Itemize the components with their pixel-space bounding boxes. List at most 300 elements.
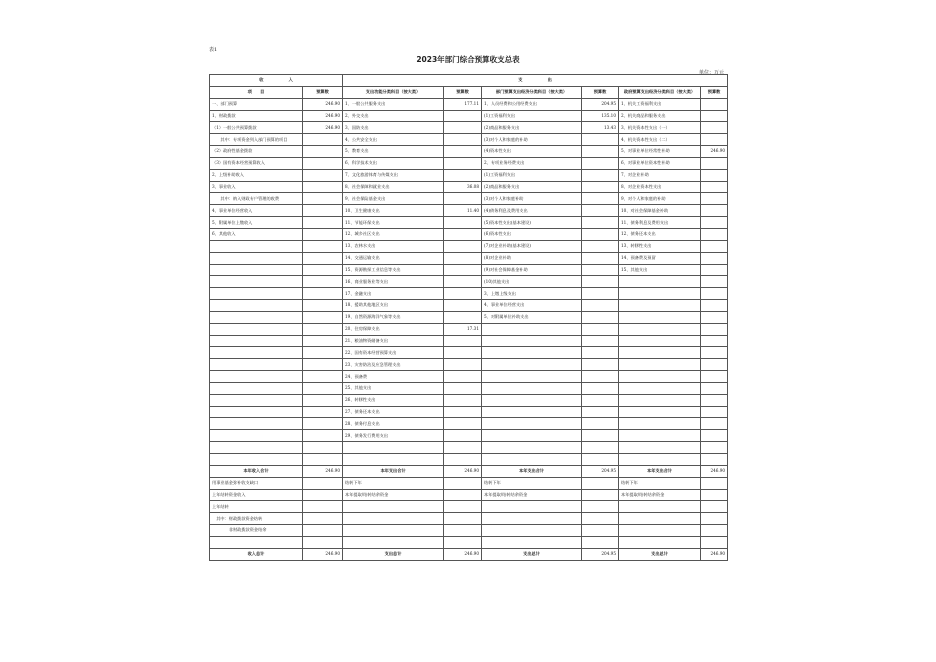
label-cell <box>619 501 701 513</box>
label-cell: 15、其他支出 <box>619 264 701 276</box>
label-cell: (3)对个人和家庭的补助 <box>482 134 582 146</box>
table-row <box>210 264 728 276</box>
amount-cell <box>701 513 728 525</box>
label-cell: 14、预备费及预留 <box>619 252 701 264</box>
amount-cell <box>444 371 482 383</box>
label-cell <box>482 359 582 371</box>
label-cell: 8、对企业资本性支出 <box>619 181 701 193</box>
amount-cell <box>701 134 728 146</box>
label-cell: (2)商品和服务支出 <box>482 122 582 134</box>
amount-cell <box>303 181 343 193</box>
label-cell: 1、机关工资福利支出 <box>619 98 701 110</box>
label-cell: 14、交通运输支出 <box>343 252 444 264</box>
amount-cell <box>582 489 619 501</box>
label-cell: (2)商品和服务支出 <box>482 181 582 193</box>
amount-cell <box>701 181 728 193</box>
amount-cell: 246.90 <box>444 465 482 477</box>
table-row <box>210 489 728 501</box>
amount-cell <box>303 442 343 454</box>
amount-cell <box>701 347 728 359</box>
amount-cell <box>701 371 728 383</box>
amount-cell <box>582 252 619 264</box>
label-cell <box>210 371 303 383</box>
label-cell: 1、人员经费和公用经费支出 <box>482 98 582 110</box>
table-row <box>210 228 728 240</box>
table-row <box>210 217 728 229</box>
label-cell <box>482 371 582 383</box>
label-cell: 本年提取/结转结余资金 <box>619 489 701 501</box>
expense-section-header: 支 出 <box>343 75 728 87</box>
table-row <box>210 193 728 205</box>
label-cell <box>482 430 582 442</box>
label-cell: 21、粮油物资储备支出 <box>343 335 444 347</box>
table-row <box>210 347 728 359</box>
table-row <box>210 501 728 513</box>
label-cell <box>210 264 303 276</box>
amount-cell <box>303 489 343 501</box>
amount-cell <box>444 335 482 347</box>
amount-cell <box>444 525 482 537</box>
amount-cell <box>701 264 728 276</box>
amount-cell <box>701 406 728 418</box>
label-cell <box>619 382 701 394</box>
label-cell: 6、科学技术支出 <box>343 157 444 169</box>
amount-cell <box>701 98 728 110</box>
label-cell: 11、债务利息及费用支出 <box>619 217 701 229</box>
label-cell: 20、住房保障支出 <box>343 323 444 335</box>
amount-cell <box>444 122 482 134</box>
amount-cell <box>444 382 482 394</box>
label-cell: 结转下年 <box>343 477 444 489</box>
label-cell <box>210 442 303 454</box>
header-item: 项 目 <box>210 86 303 98</box>
table-row <box>210 525 728 537</box>
income-section-header: 收 入 <box>210 75 343 87</box>
amount-cell <box>303 359 343 371</box>
amount-cell <box>582 525 619 537</box>
amount-cell: 246.90 <box>303 98 343 110</box>
label-cell: 9、对个人和家庭的补助 <box>619 193 701 205</box>
table-row <box>210 205 728 217</box>
amount-cell <box>701 169 728 181</box>
amount-cell <box>701 359 728 371</box>
amount-cell <box>303 300 343 312</box>
amount-cell <box>444 513 482 525</box>
label-cell <box>619 323 701 335</box>
amount-cell <box>444 276 482 288</box>
label-cell: 4、事业单位经营支出 <box>482 300 582 312</box>
label-cell: （1）一般公共预算拨款 <box>210 122 303 134</box>
amount-cell <box>582 217 619 229</box>
label-cell <box>482 323 582 335</box>
amount-cell <box>444 418 482 430</box>
amount-cell <box>582 193 619 205</box>
amount-cell <box>444 240 482 252</box>
amount-cell <box>303 240 343 252</box>
amount-cell <box>303 228 343 240</box>
header-gov-econ: 政府预算支出经济分类科目（按大类） <box>619 86 701 98</box>
amount-cell <box>444 536 482 548</box>
table-row <box>210 311 728 323</box>
table-row <box>210 382 728 394</box>
label-cell <box>619 536 701 548</box>
label-cell: 26、转移性支出 <box>343 394 444 406</box>
label-cell <box>482 406 582 418</box>
label-cell: 5、对附属单位补助支出 <box>482 311 582 323</box>
label-cell: 3、上缴上级支出 <box>482 288 582 300</box>
amount-cell <box>582 288 619 300</box>
amount-cell: 246.90 <box>303 110 343 122</box>
label-cell <box>343 442 444 454</box>
label-cell <box>210 347 303 359</box>
label-cell: 13、农林水支出 <box>343 240 444 252</box>
amount-cell <box>701 477 728 489</box>
amount-cell <box>701 335 728 347</box>
amount-cell <box>582 181 619 193</box>
label-cell: 支出总计 <box>482 548 582 560</box>
amount-cell: 246.90 <box>701 146 728 158</box>
label-cell: 6、对事业单位资本性补助 <box>619 157 701 169</box>
label-cell <box>482 501 582 513</box>
amount-cell <box>303 169 343 181</box>
header-budget: 预算数 <box>303 86 343 98</box>
amount-cell <box>701 418 728 430</box>
table-row <box>210 371 728 383</box>
amount-cell: 36.08 <box>444 181 482 193</box>
amount-cell <box>303 205 343 217</box>
label-cell <box>619 406 701 418</box>
label-cell: 其中：财政拨款资金结转 <box>210 513 303 525</box>
amount-cell <box>582 157 619 169</box>
amount-cell: 246.90 <box>303 548 343 560</box>
amount-cell <box>701 228 728 240</box>
label-cell: (8)对企业补助 <box>482 252 582 264</box>
label-cell <box>482 418 582 430</box>
label-cell: 5、对事业单位经常性补助 <box>619 146 701 158</box>
amount-cell <box>582 311 619 323</box>
amount-cell <box>444 489 482 501</box>
label-cell: 一、部门预算 <box>210 98 303 110</box>
label-cell <box>343 525 444 537</box>
label-cell <box>210 300 303 312</box>
label-cell <box>619 288 701 300</box>
label-cell: 3、机关资本性支出（一） <box>619 122 701 134</box>
label-cell: 23、灾害防治及应急管理支出 <box>343 359 444 371</box>
table-row <box>210 169 728 181</box>
amount-cell <box>303 513 343 525</box>
label-cell: (3)对个人和家庭补助 <box>482 193 582 205</box>
amount-cell <box>303 264 343 276</box>
label-cell <box>343 501 444 513</box>
amount-cell <box>701 193 728 205</box>
amount-cell <box>303 335 343 347</box>
label-cell: 本年支出合计 <box>619 465 701 477</box>
amount-cell: 246.90 <box>701 548 728 560</box>
label-cell: 5、教育支出 <box>343 146 444 158</box>
label-cell: 支出总计 <box>619 548 701 560</box>
label-cell <box>210 430 303 442</box>
label-cell <box>482 442 582 454</box>
amount-cell <box>701 157 728 169</box>
amount-cell <box>444 252 482 264</box>
amount-cell <box>303 477 343 489</box>
amount-cell <box>303 394 343 406</box>
table-row <box>210 406 728 418</box>
label-cell: 16、商业服务业等支出 <box>343 276 444 288</box>
label-cell: (4)资本性支出 <box>482 146 582 158</box>
label-cell: 本年支出合计 <box>482 465 582 477</box>
label-cell <box>482 525 582 537</box>
amount-cell <box>582 205 619 217</box>
table-row <box>210 454 728 466</box>
amount-cell <box>444 264 482 276</box>
amount-cell <box>303 418 343 430</box>
label-cell: 6、其他收入 <box>210 228 303 240</box>
label-cell <box>619 430 701 442</box>
amount-cell <box>444 430 482 442</box>
label-cell: 3、事业收入 <box>210 181 303 193</box>
amount-cell <box>701 489 728 501</box>
label-cell: 支出总计 <box>343 548 444 560</box>
amount-cell <box>701 382 728 394</box>
label-cell <box>482 335 582 347</box>
label-cell: 结转下年 <box>619 477 701 489</box>
amount-cell <box>582 228 619 240</box>
label-cell <box>210 382 303 394</box>
table-row <box>210 122 728 134</box>
amount-cell <box>701 276 728 288</box>
table-row <box>210 146 728 158</box>
amount-cell: 204.95 <box>582 98 619 110</box>
table-row <box>210 359 728 371</box>
amount-cell <box>582 394 619 406</box>
amount-cell: 246.90 <box>444 548 482 560</box>
label-cell: 25、其他支出 <box>343 382 444 394</box>
label-cell <box>619 513 701 525</box>
label-cell <box>210 406 303 418</box>
amount-cell: 246.90 <box>303 122 343 134</box>
amount-cell <box>444 477 482 489</box>
amount-cell <box>701 454 728 466</box>
table-row <box>210 252 728 264</box>
amount-cell <box>701 252 728 264</box>
amount-cell <box>701 536 728 548</box>
table-row <box>210 288 728 300</box>
label-cell: 24、预备费 <box>343 371 444 383</box>
table-row <box>210 548 728 560</box>
amount-cell <box>582 276 619 288</box>
label-cell: 2、外交支出 <box>343 110 444 122</box>
label-cell: 3、国防支出 <box>343 122 444 134</box>
header-budget: 预算数 <box>582 86 619 98</box>
amount-cell <box>582 536 619 548</box>
amount-cell <box>444 169 482 181</box>
amount-cell <box>582 513 619 525</box>
amount-cell <box>701 323 728 335</box>
amount-cell <box>701 430 728 442</box>
amount-cell <box>303 406 343 418</box>
amount-cell <box>582 477 619 489</box>
header-budget: 预算数 <box>701 86 728 98</box>
amount-cell <box>303 276 343 288</box>
amount-cell <box>444 193 482 205</box>
amount-cell <box>303 454 343 466</box>
label-cell <box>482 513 582 525</box>
table-row <box>210 110 728 122</box>
label-cell: (1)工资福利支出 <box>482 169 582 181</box>
amount-cell <box>701 205 728 217</box>
table-row <box>210 477 728 489</box>
amount-cell <box>582 335 619 347</box>
table-row <box>210 536 728 548</box>
label-cell <box>210 454 303 466</box>
amount-cell <box>303 347 343 359</box>
amount-cell: 204.95 <box>582 548 619 560</box>
amount-cell <box>444 228 482 240</box>
amount-cell <box>701 300 728 312</box>
table-row <box>210 513 728 525</box>
amount-cell <box>303 146 343 158</box>
amount-cell <box>582 382 619 394</box>
label-cell: 1、一般公共服务支出 <box>343 98 444 110</box>
amount-cell <box>582 418 619 430</box>
label-cell: 其中：专项资金列入部门预算的项目 <box>210 134 303 146</box>
amount-cell <box>444 217 482 229</box>
amount-cell <box>303 157 343 169</box>
table-row <box>210 157 728 169</box>
label-cell <box>482 536 582 548</box>
label-cell: （3）国有资本经营预算收入 <box>210 157 303 169</box>
label-cell <box>619 359 701 371</box>
amount-cell <box>444 134 482 146</box>
amount-cell <box>444 394 482 406</box>
table-row <box>210 394 728 406</box>
amount-cell <box>701 217 728 229</box>
label-cell <box>210 359 303 371</box>
label-cell <box>343 454 444 466</box>
label-cell <box>210 276 303 288</box>
label-cell <box>619 311 701 323</box>
amount-cell <box>582 323 619 335</box>
label-cell <box>482 454 582 466</box>
label-cell: 29、债务发行费用支出 <box>343 430 444 442</box>
header-func: 支出功能分类科目（按大类） <box>343 86 444 98</box>
amount-cell <box>444 347 482 359</box>
amount-cell <box>701 501 728 513</box>
label-cell <box>482 394 582 406</box>
amount-cell <box>582 347 619 359</box>
amount-cell <box>582 371 619 383</box>
label-cell: 12、城乡社区支出 <box>343 228 444 240</box>
label-cell: 18、援助其他地区支出 <box>343 300 444 312</box>
label-cell: 上年结转资金收入 <box>210 489 303 501</box>
label-cell: 12、债务还本支出 <box>619 228 701 240</box>
amount-cell <box>701 288 728 300</box>
label-cell: 11、节能环保支出 <box>343 217 444 229</box>
table-row <box>210 181 728 193</box>
label-cell: 结转下年 <box>482 477 582 489</box>
amount-cell: 246.90 <box>303 465 343 477</box>
amount-cell <box>444 406 482 418</box>
header-budget: 预算数 <box>444 86 482 98</box>
label-cell <box>619 454 701 466</box>
label-cell: 17、金融支出 <box>343 288 444 300</box>
amount-cell <box>582 264 619 276</box>
amount-cell <box>582 300 619 312</box>
amount-cell: 204.95 <box>582 465 619 477</box>
amount-cell <box>582 240 619 252</box>
label-cell: 4、事业单位经营收入 <box>210 205 303 217</box>
amount-cell <box>303 252 343 264</box>
label-cell: 上年结转 <box>210 501 303 513</box>
label-cell: 本年支出合计 <box>343 465 444 477</box>
amount-cell <box>701 442 728 454</box>
amount-cell <box>303 217 343 229</box>
table-row <box>210 134 728 146</box>
amount-cell <box>444 442 482 454</box>
label-cell: 22、国有资本经营预算支出 <box>343 347 444 359</box>
label-cell <box>619 418 701 430</box>
amount-cell <box>303 525 343 537</box>
table-row <box>210 98 728 110</box>
label-cell: 15、资源勘探工业信息等支出 <box>343 264 444 276</box>
amount-cell <box>303 288 343 300</box>
label-cell: (5)资本性支出(基本建设) <box>482 217 582 229</box>
amount-cell <box>582 442 619 454</box>
table-row <box>210 300 728 312</box>
amount-cell <box>582 406 619 418</box>
amount-cell <box>444 110 482 122</box>
amount-cell <box>582 430 619 442</box>
label-cell: 19、自然资源海洋气象等支出 <box>343 311 444 323</box>
amount-cell <box>303 311 343 323</box>
label-cell <box>619 525 701 537</box>
label-cell <box>619 394 701 406</box>
label-cell: 28、债务付息支出 <box>343 418 444 430</box>
amount-cell: 246.90 <box>701 465 728 477</box>
label-cell: 27、债务还本支出 <box>343 406 444 418</box>
amount-cell: 11.40 <box>444 205 482 217</box>
amount-cell <box>303 193 343 205</box>
label-cell: 13、转移性支出 <box>619 240 701 252</box>
amount-cell: 177.11 <box>444 98 482 110</box>
unit-label: 单位：万元 <box>698 70 724 76</box>
label-cell: (9)对社会保障基金补助 <box>482 264 582 276</box>
amount-cell <box>701 394 728 406</box>
label-cell <box>210 252 303 264</box>
amount-cell <box>701 122 728 134</box>
amount-cell <box>444 300 482 312</box>
page-title: 2023年部门综合预算收支总表 <box>416 55 520 64</box>
label-cell <box>619 442 701 454</box>
amount-cell <box>444 146 482 158</box>
amount-cell <box>303 430 343 442</box>
table-row <box>210 430 728 442</box>
label-cell: 2、机关商品和服务支出 <box>619 110 701 122</box>
amount-cell <box>701 110 728 122</box>
label-cell <box>210 240 303 252</box>
amount-cell: 17.31 <box>444 323 482 335</box>
budget-table <box>209 74 728 561</box>
label-cell: （2）政府性基金拨款 <box>210 146 303 158</box>
amount-cell: 135.10 <box>582 110 619 122</box>
amount-cell <box>444 311 482 323</box>
table-row <box>210 418 728 430</box>
label-cell: 4、机关资本性支出（二） <box>619 134 701 146</box>
label-cell: 本年提取/结转结余资金 <box>482 489 582 501</box>
label-cell: 本年收入合计 <box>210 465 303 477</box>
label-cell: 非财政拨款资金结余 <box>210 525 303 537</box>
